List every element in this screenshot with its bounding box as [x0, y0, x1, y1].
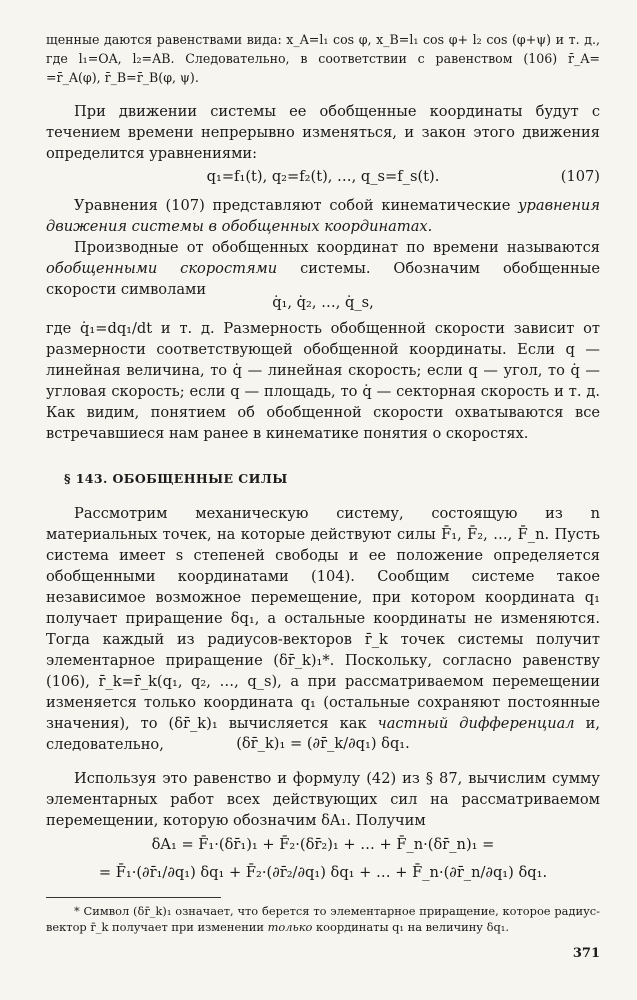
equation-107-body: q₁=f₁(t), q₂=f₂(t), …, q_s=f_s(t). [206, 168, 440, 185]
paragraph-velocities [46, 237, 600, 300]
footnote-italic: только [267, 920, 313, 934]
equation-107 [46, 166, 600, 187]
paragraph-velocities-text: Производные от обобщенных координат по времени называются [74, 239, 600, 256]
paragraph-kinematic [46, 195, 600, 237]
paragraph-velocities-italic: обобщенными скоростями [46, 260, 278, 277]
paragraph-velocities-rest: системы. Обозначим обобщенные скорости символами [46, 260, 600, 298]
footnote-text-2: координаты q₁ на величину δq₁. [316, 920, 509, 934]
paragraph-kinematic-text: Уравнения (107) представляют собой кинематические [74, 197, 511, 214]
footnote-text-1: * Символ (δr̄_k)₁ означает, что берется то элементарное приращение, которое радиус-вектор r̄_k получает при изменении [46, 904, 600, 934]
paragraph-forces-text-2: и, следовательно, [46, 715, 600, 753]
top-continuation [46, 30, 600, 87]
paragraph-forces [46, 503, 600, 755]
paragraph-motion [46, 101, 600, 164]
equation-107-number: (107) [560, 168, 600, 185]
equation-work-line-1: δA₁ = F̄₁·(δr̄₁)₁ + F̄₂·(δr̄₂)₁ + … + F̄_n·(δr̄_n)₁ = [151, 836, 495, 853]
paragraph-motion-text: При движении системы ее обобщенные координаты будут с течением времени непрерывно изменяться, и закон этого движения определится уравнениями: [46, 103, 600, 162]
footnote-rule [46, 897, 221, 898]
equation-velocities: q̇₁, q̇₂, …, q̇_s, [272, 294, 374, 311]
paragraph-dimension [46, 318, 600, 444]
footnote [46, 903, 600, 935]
paragraph-work [46, 768, 600, 831]
page-number: 371 [572, 946, 600, 961]
top-line-3: =r̄_A(φ), r̄_B=r̄_B(φ, ψ). [46, 70, 199, 85]
paragraph-work-text: Используя это равенство и формулу (42) из § 87, вычислим сумму элементарных работ всех действующих сил на рассматриваемом перемещении, которую обозначим δA₁. Получим [46, 770, 600, 829]
paragraph-kinematic-italic: уравнения движения системы в обобщенных координатах. [46, 197, 600, 235]
section-heading: § 143. ОБОБЩЕННЫЕ СИЛЫ [64, 471, 288, 486]
top-line-2: где l₁=OA, l₂=AB. Следовательно, в соответствии с равенством (106) r̄_A= [46, 51, 600, 66]
paragraph-dimension-text: где q̇₁=dq₁/dt и т. д. Размерность обобщенной скорости зависит от размерности соответствующей обобщенной координаты. Если q — линейная величина, то q̇ — линейная скорость; если q — угол, то q̇ — угловая скорость; если q — площадь, то q̇ — секторная скорость и т. д. Как видим, понятием об обобщенной скорости охватываются все встречавшиеся нам ранее в кинематике понятия о скоростях. [46, 320, 600, 442]
equation-work-line-2: = F̄₁·(∂r̄₁/∂q₁) δq₁ + F̄₂·(∂r̄₂/∂q₁) δq₁ + … + F̄_n·(∂r̄_n/∂q₁) δq₁. [98, 864, 548, 881]
paragraph-forces-italic: частный дифференциал [377, 715, 575, 732]
paragraph-forces-text-1: Рассмотрим механическую систему, состоящую из n материальных точек, на которые действуют силы F̄₁, F̄₂, …, F̄_n. Пусть система имеет s степеней свободы и ее положение определяется обобщенными координатами (104). Сообщим системе такое независимое возможное перемещение, при котором координата q₁ получает приращение δq₁, а остальные координаты не изменяются. Тогда каждый из радиусов-векторов r̄_k точек системы получит элементарное приращение (δr̄_k)₁*. Поскольку, согласно равенству (106), r̄_k=r̄_k(q₁, q₂, …, q_s), а при рассматриваемом перемещении изменяется только координата q₁ (остальные сохраняют постоянные значения), то (δr̄_k)₁ вычисляется как [46, 505, 600, 732]
equation-partial: (δr̄_k)₁ = (∂r̄_k/∂q₁) δq₁. [236, 735, 410, 752]
top-line-1: щенные даются равенствами вида: x_A=l₁ cos φ, x_B=l₁ cos φ+ l₂ cos (φ+ψ) и т. д., [46, 32, 600, 47]
